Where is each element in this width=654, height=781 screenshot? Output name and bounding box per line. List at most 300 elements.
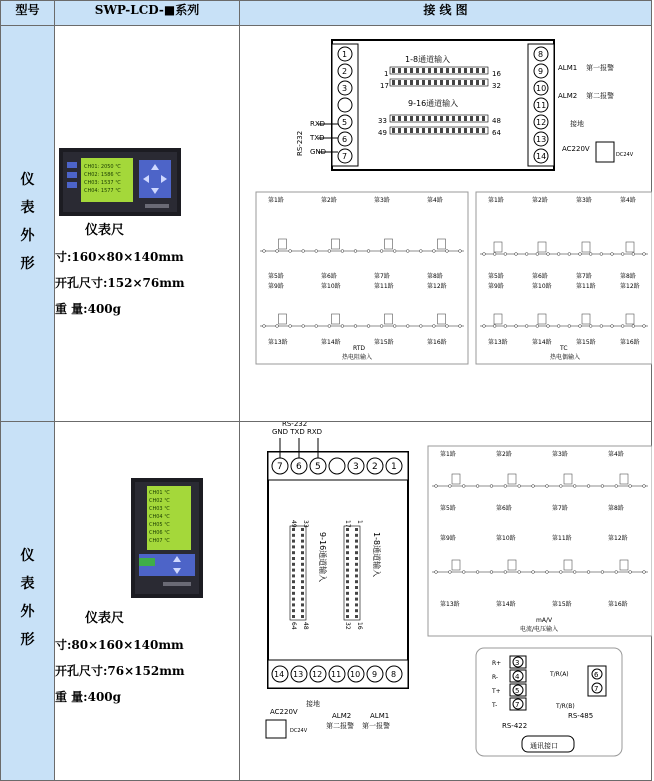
channel-label: 第14路 <box>532 339 552 346</box>
pin <box>398 68 401 73</box>
terminal-dot <box>611 325 614 328</box>
pin <box>301 557 304 560</box>
terminal-dot <box>315 250 318 253</box>
channel-label: 第9路 <box>268 283 284 290</box>
pin <box>292 592 295 595</box>
terminal-number: 5 <box>315 462 321 472</box>
pin <box>301 592 304 595</box>
pin <box>346 540 349 543</box>
alarm1-label: 第一报警 <box>586 64 614 72</box>
side-char: 形 <box>20 632 35 648</box>
pin-label: 49 <box>378 129 387 137</box>
channel-label: 第5路 <box>488 273 504 280</box>
pin <box>355 563 358 566</box>
pin <box>458 80 461 85</box>
channel-label: 第2路 <box>532 197 548 204</box>
pin <box>292 557 295 560</box>
pin <box>398 116 401 121</box>
side-char: 外 <box>20 604 35 620</box>
terminal-dot <box>611 253 614 256</box>
terminal-dot <box>629 571 632 574</box>
channel-label: 第5路 <box>268 273 284 280</box>
ground-label: 接地 <box>306 700 320 708</box>
alm1-label: ALM1 <box>558 64 578 72</box>
terminal-dot <box>518 485 521 488</box>
terminal-dot <box>276 325 279 328</box>
pin <box>404 68 407 73</box>
terminal-dot <box>589 253 592 256</box>
pin <box>416 116 419 121</box>
terminal-dot <box>393 325 396 328</box>
pin <box>476 68 479 73</box>
terminal-dot <box>483 325 486 328</box>
pin <box>292 574 295 577</box>
terminal-dot <box>380 250 383 253</box>
terminal-dot <box>615 571 618 574</box>
terminal-number: 6 <box>296 462 302 472</box>
lcd-line: CH05 ℃ <box>149 522 170 528</box>
terminal-number: 2 <box>372 462 378 472</box>
terminal-dot <box>476 485 479 488</box>
alm2-label: ALM2 <box>558 92 578 100</box>
lcd-line: CH04 ℃ <box>149 514 170 520</box>
gnd-txd-rxd-label: GND TXD RXD <box>272 428 323 436</box>
pin <box>470 68 473 73</box>
pin <box>355 615 358 618</box>
pin <box>346 551 349 554</box>
wiring-diagram-top <box>240 26 652 421</box>
channel-label: 第11路 <box>576 283 596 290</box>
pin <box>422 80 425 85</box>
side-char: 表 <box>20 576 35 592</box>
pin <box>292 615 295 618</box>
pin-label: 17 <box>344 520 351 528</box>
channel-label: 第12路 <box>427 283 447 290</box>
pin <box>355 545 358 548</box>
pin <box>410 68 413 73</box>
pin <box>346 609 349 612</box>
terminal-dot <box>615 485 618 488</box>
terminal-dot <box>579 325 582 328</box>
pin <box>292 551 295 554</box>
terminal-dot <box>432 250 435 253</box>
terminal-circle <box>338 98 352 112</box>
side-char: 表 <box>20 200 35 216</box>
pin <box>422 116 425 121</box>
pin <box>355 557 358 560</box>
pin <box>446 68 449 73</box>
pin <box>452 80 455 85</box>
pin <box>355 580 358 583</box>
pin <box>482 80 485 85</box>
pin-label: 64 <box>492 129 501 137</box>
pin <box>464 128 467 133</box>
pin <box>292 580 295 583</box>
ground-label: 接地 <box>570 120 584 128</box>
channel-label: 第10路 <box>496 535 516 542</box>
channel-label: 第1路 <box>268 197 284 204</box>
pin <box>452 128 455 133</box>
channel-label: 第9路 <box>488 283 504 290</box>
terminal-block <box>268 452 408 688</box>
terminal-dot <box>493 253 496 256</box>
pin <box>292 609 295 612</box>
terminal-dot <box>328 325 331 328</box>
pin <box>428 116 431 121</box>
pin <box>428 128 431 133</box>
comm-pin-label: T/R(B) <box>556 703 575 710</box>
size-text: 寸:160×80×140mm <box>55 250 184 264</box>
pin <box>422 128 425 133</box>
pin <box>301 569 304 572</box>
pin <box>458 68 461 73</box>
pin <box>355 586 358 589</box>
row1-label-cell <box>1 26 55 422</box>
channel-label: 第1路 <box>440 451 456 458</box>
channel-label: 第10路 <box>321 283 341 290</box>
channel-label: 第6路 <box>532 273 548 280</box>
channel-label: 第8路 <box>608 505 624 512</box>
channel-label: 第8路 <box>620 273 636 280</box>
terminal-dot <box>547 325 550 328</box>
pin <box>355 592 358 595</box>
pin-label: 16 <box>356 622 363 630</box>
pin <box>464 116 467 121</box>
lcd-line: CH03: 1537 ℃ <box>84 180 121 186</box>
channel-label: 第15路 <box>576 339 596 346</box>
pin <box>476 116 479 121</box>
terminal-dot <box>289 325 292 328</box>
terminal-dot <box>643 325 646 328</box>
channel-1-8-label: 1-8通道输入 <box>405 55 451 64</box>
dc24v-label: DC24V <box>616 152 634 158</box>
rxd-label: RXD <box>310 120 326 128</box>
unit-label: mA/V <box>536 617 553 624</box>
terminal-dot <box>643 571 646 574</box>
terminal-dot <box>367 250 370 253</box>
rs232-label: RS-232 <box>282 422 308 428</box>
pin <box>292 540 295 543</box>
alm1-label: ALM1 <box>370 712 390 720</box>
pin-label: 1 <box>384 70 389 78</box>
terminal-dot <box>589 325 592 328</box>
terminal-dot <box>354 325 357 328</box>
pin-label: 17 <box>380 82 389 90</box>
pin-label: 49 <box>290 520 297 528</box>
pin <box>355 603 358 606</box>
pin <box>301 545 304 548</box>
terminal-dot <box>525 253 528 256</box>
weight-text: 重 量:400g <box>55 690 122 704</box>
rtd-input-label: 热电阻输入 <box>342 354 373 361</box>
pin <box>301 534 304 537</box>
pin <box>392 80 395 85</box>
pin <box>458 128 461 133</box>
pin <box>355 569 358 572</box>
pin <box>346 534 349 537</box>
pin <box>470 116 473 121</box>
channel-label: 第1路 <box>488 197 504 204</box>
rs232-label: RS-232 <box>296 130 304 156</box>
pin <box>416 68 419 73</box>
terminal-dot <box>435 485 438 488</box>
terminal-dot <box>393 250 396 253</box>
terminal-dot <box>504 253 507 256</box>
terminal-dot <box>557 325 560 328</box>
terminal-dot <box>380 325 383 328</box>
pin <box>410 128 413 133</box>
terminal-dot <box>490 571 493 574</box>
pin <box>355 609 358 612</box>
pin <box>482 68 485 73</box>
terminal-dot <box>276 250 279 253</box>
pin <box>301 603 304 606</box>
rs485-label: RS-485 <box>568 712 594 720</box>
terminal-number: 14 <box>536 152 547 161</box>
terminal-number: 11 <box>331 670 342 679</box>
terminal-dot <box>573 485 576 488</box>
channel-label: 第16路 <box>427 339 447 346</box>
channel-label: 第6路 <box>321 273 337 280</box>
terminal-dot <box>483 253 486 256</box>
terminal-dot <box>557 253 560 256</box>
pin <box>301 551 304 554</box>
pin <box>434 80 437 85</box>
pin <box>301 615 304 618</box>
pin <box>346 603 349 606</box>
pin <box>292 586 295 589</box>
terminal-number: 5 <box>515 687 520 695</box>
channel-label: 第13路 <box>440 601 460 608</box>
terminal-dot <box>579 253 582 256</box>
terminal-dot <box>518 571 521 574</box>
channel-1-8-label: 1-8通道输入 <box>372 532 381 578</box>
lcd-line: CH04: 1577 ℃ <box>84 188 121 194</box>
terminal-dot <box>341 250 344 253</box>
terminal-dot <box>354 250 357 253</box>
channel-label: 第7路 <box>576 273 592 280</box>
pin <box>301 528 304 531</box>
terminal-dot <box>629 485 632 488</box>
pin <box>440 128 443 133</box>
terminal-dot <box>263 325 266 328</box>
row1-device-cell <box>55 26 240 422</box>
channel-label: 第14路 <box>496 601 516 608</box>
pin <box>301 574 304 577</box>
pin-label: 1 <box>356 520 363 524</box>
terminal-number: 4 <box>515 673 520 681</box>
terminal-dot <box>504 571 507 574</box>
pin <box>470 128 473 133</box>
terminal-dot <box>546 485 549 488</box>
terminal-dot <box>559 485 562 488</box>
pin <box>346 592 349 595</box>
terminal-number: 9 <box>372 670 378 679</box>
terminal-dot <box>546 571 549 574</box>
channel-label: 第15路 <box>552 601 572 608</box>
terminal-dot <box>367 325 370 328</box>
terminal-dot <box>448 571 451 574</box>
channel-label: 第3路 <box>374 197 390 204</box>
weight-text: 重 量:400g <box>55 302 122 316</box>
lcd-line: CH02: 1586 ℃ <box>84 172 121 178</box>
pin <box>404 128 407 133</box>
comm-pin-label: T+ <box>492 688 501 695</box>
pin <box>482 128 485 133</box>
pin <box>398 80 401 85</box>
channel-label: 第9路 <box>440 535 456 542</box>
terminal-dot <box>493 325 496 328</box>
terminal-number: 5 <box>342 118 348 127</box>
channel-label: 第15路 <box>374 339 394 346</box>
lcd-line: CH01 ℃ <box>149 490 170 496</box>
header-series: SWP-LCD-■系列 <box>55 1 240 26</box>
terminal-dot <box>446 325 449 328</box>
pin-label: 48 <box>302 622 309 630</box>
comm-pin-label: R+ <box>492 660 502 667</box>
pin <box>346 580 349 583</box>
terminal-dot <box>289 250 292 253</box>
channel-9-16-label: 9-16通道输入 <box>318 532 327 583</box>
terminal-dot <box>446 250 449 253</box>
terminal-dot <box>504 485 507 488</box>
terminal-number: 14 <box>274 670 285 679</box>
terminal-dot <box>406 250 409 253</box>
terminal-number: 11 <box>536 101 547 110</box>
row2-wiring-cell <box>240 422 652 781</box>
txd-label: TXD <box>310 134 325 142</box>
channel-label: 第3路 <box>576 197 592 204</box>
row1-side-label <box>1 26 54 278</box>
terminal-dot <box>601 485 604 488</box>
rtd-label: RTD <box>353 345 366 352</box>
channel-label: 第4路 <box>427 197 443 204</box>
terminal-number: 10 <box>350 670 361 679</box>
channel-label: 第5路 <box>440 505 456 512</box>
terminal-dot <box>643 485 646 488</box>
pin <box>446 116 449 121</box>
terminal-dot <box>587 571 590 574</box>
channel-label: 第14路 <box>321 339 341 346</box>
terminal-dot <box>632 253 635 256</box>
terminal-dot <box>504 325 507 328</box>
vertical-meter-photo <box>55 476 239 600</box>
channel-label: 第7路 <box>552 505 568 512</box>
pin-label: 32 <box>344 622 351 630</box>
terminal-dot <box>462 571 465 574</box>
pin <box>410 80 413 85</box>
channel-label: 第11路 <box>374 283 394 290</box>
pin <box>292 598 295 601</box>
pin <box>346 615 349 618</box>
row2-device-cell <box>55 422 240 781</box>
pin <box>464 80 467 85</box>
pin <box>392 68 395 73</box>
terminal-number: 3 <box>342 84 348 93</box>
pin <box>355 528 358 531</box>
pin <box>440 68 443 73</box>
lcd-line: CH02 ℃ <box>149 498 170 504</box>
pin <box>446 80 449 85</box>
terminal-number: 8 <box>391 670 397 679</box>
pin-label: 32 <box>492 82 501 90</box>
pin-label: 33 <box>378 117 387 125</box>
terminal-number: 7 <box>515 701 520 709</box>
dc24v-label: DC24V <box>290 728 308 734</box>
pin <box>301 598 304 601</box>
pin <box>392 128 395 133</box>
terminal-dot <box>328 250 331 253</box>
pin <box>422 68 425 73</box>
side-char: 外 <box>20 228 35 244</box>
channel-label: 第2路 <box>321 197 337 204</box>
side-char: 仪 <box>20 172 35 188</box>
pin-label: 48 <box>492 117 501 125</box>
pin <box>301 540 304 543</box>
channel-label: 第8路 <box>427 273 443 280</box>
cutout-text: 开孔尺寸:152×76mm <box>55 276 185 290</box>
pin <box>446 128 449 133</box>
terminal-number: 2 <box>342 67 348 76</box>
terminal-number: 6 <box>342 135 348 144</box>
pin <box>346 557 349 560</box>
terminal-number: 8 <box>538 50 544 59</box>
terminal-dot <box>515 253 518 256</box>
pin <box>428 68 431 73</box>
pin <box>404 116 407 121</box>
comm-pin-label: T- <box>492 702 498 709</box>
terminal-number: 13 <box>536 135 547 144</box>
alarm2-label: 第二报警 <box>586 92 614 100</box>
pin <box>301 586 304 589</box>
pin <box>440 116 443 121</box>
pin <box>301 609 304 612</box>
comm-title: 通讯接口 <box>530 742 558 750</box>
pin <box>476 128 479 133</box>
terminal-dot <box>459 325 462 328</box>
channel-label: 第11路 <box>552 535 572 542</box>
tc-input-label: 热电偶输入 <box>550 354 581 361</box>
terminal-dot <box>419 250 422 253</box>
pin <box>410 116 413 121</box>
terminal-dot <box>600 253 603 256</box>
terminal-dot <box>406 325 409 328</box>
terminal-number: 13 <box>293 670 304 679</box>
channel-label: 第12路 <box>608 535 628 542</box>
ac220v-label: AC220V <box>562 145 590 153</box>
side-char: 形 <box>20 256 35 272</box>
pin <box>346 586 349 589</box>
side-char: 仪 <box>20 548 35 564</box>
pin <box>416 80 419 85</box>
terminal-circle <box>329 458 345 474</box>
pin <box>398 128 401 133</box>
alm2-label: ALM2 <box>332 712 352 720</box>
pin <box>452 116 455 121</box>
pin <box>434 68 437 73</box>
pin <box>355 598 358 601</box>
channel-label: 第7路 <box>374 273 390 280</box>
channel-label: 第10路 <box>532 283 552 290</box>
terminal-dot <box>600 325 603 328</box>
terminal-dot <box>448 485 451 488</box>
size-title: 仪表尺 <box>85 223 125 238</box>
pin <box>458 116 461 121</box>
pin <box>428 80 431 85</box>
terminal-dot <box>315 325 318 328</box>
terminal-dot <box>568 253 571 256</box>
terminal-number: 7 <box>277 462 283 472</box>
